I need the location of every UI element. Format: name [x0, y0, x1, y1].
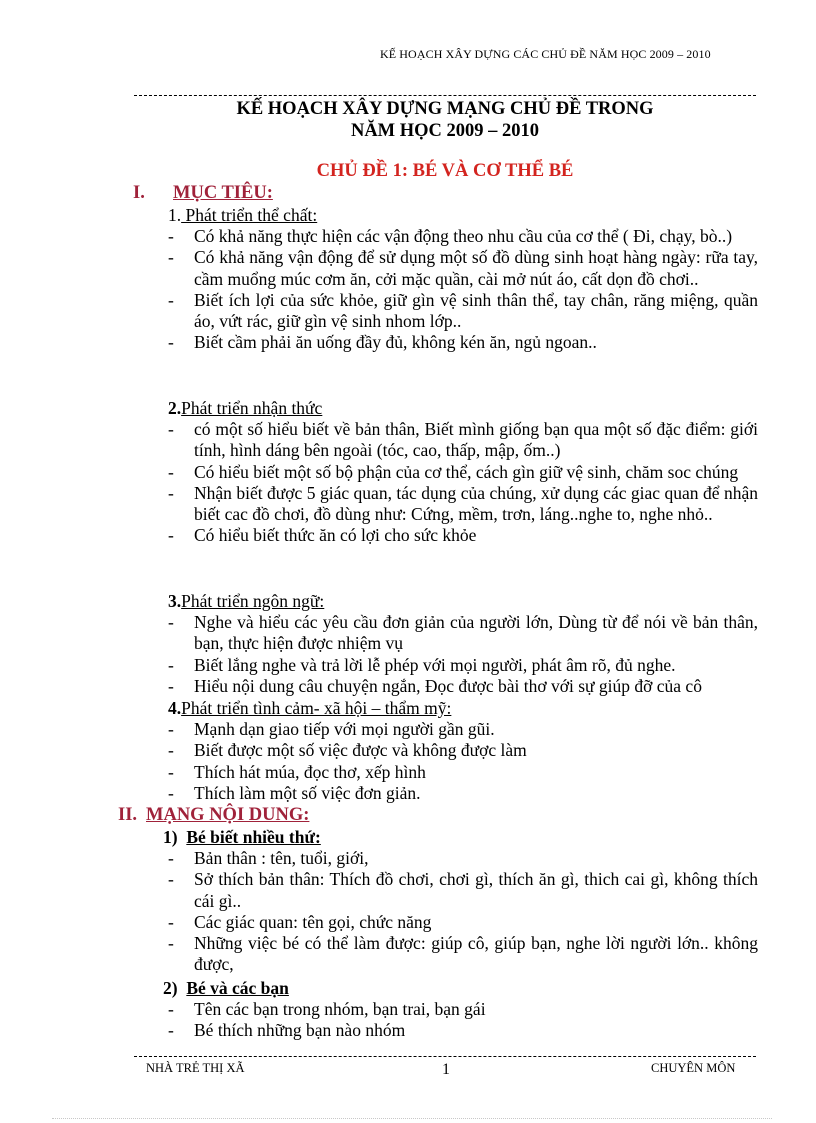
topic-title: CHỦ ĐỀ 1: BÉ VÀ CƠ THỂ BÉ — [316, 161, 574, 181]
list-item: - Biết cầm phải ăn uống đầy đủ, không kén ăn, ngủ ngoan.. — [168, 332, 597, 353]
footer-left-text: NHÀ TRẺ THỊ XÃ — [146, 1061, 245, 1075]
header-divider — [134, 95, 756, 96]
list-item: - Những việc bé có thể làm được: giúp cô, giúp bạn, nghe lời người lớn.. không được, — [168, 933, 758, 975]
section-title: MỤC TIÊU: — [173, 183, 273, 203]
page-edge-line — [52, 1118, 772, 1119]
document-title — [134, 98, 756, 142]
list-item: - Có hiểu biết thức ăn có lợi cho sức khỏe — [168, 525, 477, 546]
page-number: 1 — [442, 1061, 450, 1078]
title-line-1: KẾ HOẠCH XÂY DỰNG MẠNG CHỦ ĐỀ TRONG — [236, 99, 654, 119]
list-item: - Hiểu nội dung câu chuyện ngắn, Đọc được bài thơ với sự giúp đỡ của cô — [168, 675, 702, 696]
subheading-the-chat: 1. Phát triển thể chất: — [168, 205, 318, 225]
list-item: - Biết ích lợi của sức khỏe, giữ gìn vệ sinh thân thể, tay chân, răng miệng, quần áo, vứt rác, giữ gìn vệ sinh nhom lớp.. — [168, 289, 758, 332]
footer-divider — [134, 1056, 756, 1057]
list-item: - Thích làm một số việc đơn giản. — [168, 782, 421, 803]
list-the-chat — [166, 226, 758, 354]
footer-right-text: CHUYÊN MÔN — [651, 1061, 736, 1075]
list-item: - Biết được một số việc được và không được làm — [168, 740, 527, 761]
list-be-va-cac-ban — [166, 999, 758, 1042]
list-item: - có một số hiểu biết về bản thân, Biết mình giống bạn qua một số đặc điểm: giới tính, hình dáng bên ngoài (tóc, cao, thấp, mập, ốm..) — [168, 419, 758, 461]
list-item: - Tên các bạn trong nhóm, bạn trai, bạn gái — [168, 999, 486, 1019]
list-item: - Biết lắng nghe và trả lời lễ phép với mọi người, phát âm rõ, đủ nghe. — [168, 654, 676, 675]
section-title: MẠNG NỘI DUNG: — [146, 805, 310, 825]
list-item: - Bản thân : tên, tuổi, giới, — [168, 848, 369, 868]
list-item: - Các giác quan: tên gọi, chức năng — [168, 911, 432, 932]
list-item: - Thích hát múa, đọc thơ, xếp hình — [168, 761, 426, 782]
subheading-be-biet: 1) Bé biết nhiều thứ: — [163, 827, 321, 847]
running-header: KẾ HOẠCH XÂY DỰNG CÁC CHỦ ĐỀ NĂM HỌC 2009 – 2010 — [380, 47, 711, 61]
subheading-ngon-ngu: 3.Phát triển ngôn ngữ: — [168, 591, 325, 611]
list-ngon-ngu — [166, 612, 758, 697]
list-item: - Có khả năng vận động để sử dụng một số đồ dùng sinh hoạt hàng ngày: rữa tay, cầm muổng múc cơm ăn, cởi mặc quần, cài mở nút áo, cất dọn đồ chơi.. — [168, 247, 758, 289]
section-number: II. — [118, 805, 138, 825]
subheading-be-va-cac-ban: 2) Bé và các bạn — [163, 978, 289, 998]
subheading-nhan-thuc: 2.Phát triển nhận thức — [168, 398, 323, 418]
section-heading-muc-tieu — [133, 183, 273, 204]
list-item: - Bé thích những bạn nào nhóm — [168, 1020, 406, 1041]
list-item: - Nghe và hiểu các yêu cầu đơn giản của người lớn, Dùng từ để nói về bản thân, bạn, thực hiện được nhiệm vụ — [168, 612, 758, 654]
list-tinh-cam — [166, 719, 758, 804]
list-be-biet — [166, 848, 758, 976]
subheading-tinh-cam: 4.Phát triển tình cảm- xã hội – thẩm mỹ: — [168, 698, 452, 718]
list-item: - Có khả năng thực hiện các vận động theo nhu cầu của cơ thể ( Đi, chạy, bò..) — [168, 226, 733, 246]
section-heading-mang-noi-dung — [118, 805, 309, 826]
list-item: - Có hiểu biết một số bộ phận của cơ thể, cách gìn giữ vệ sinh, chăm soc chúng — [168, 461, 739, 482]
list-item: - Mạnh dạn giao tiếp với mọi người gần gũi. — [168, 719, 495, 739]
title-line-2: NĂM HỌC 2009 – 2010 — [350, 121, 540, 141]
list-item: - Nhận biết được 5 giác quan, tác dụng của chúng, xử dụng các giac quan để nhận biết cac đồ chơi, đồ dùng như: Cứng, mềm, trơn, láng..nghe to, nghe nhỏ.. — [168, 482, 758, 525]
list-item: - Sở thích bản thân: Thích đồ chơi, chơi gì, thích ăn gì, thich cai gì, không thích cái gì.. — [168, 869, 758, 911]
list-nhan-thuc — [166, 419, 758, 547]
section-number: I. — [133, 183, 145, 203]
